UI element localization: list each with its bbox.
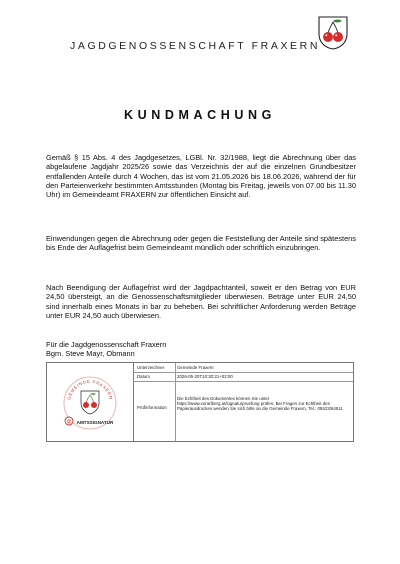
paragraph-notice: Gemäß § 15 Abs. 4 des Jagdgesetzes, LGBl. Nr. 32/1988, liegt die Abrechnung über das abgelaufene Jagdjahr 2025/26 sowie das Verzeichnis der auf die einzelnen Grundbesitzer entfallenden Anteile durch 4 Wochen, das ist vom 21.05.2026 bis 18.06.2026, während der für den Parteienverkehr bestimmten Amtsstunden (Montag bis Freitag, jeweils von 07.00 bis 11.30 Uhr) im Gemeindeamt FRAXERN zur öffentlichen Einsicht auf. xyxy=(46,153,356,200)
seal-badge-text: AMTSSIGNATUR xyxy=(76,420,114,425)
row-value: Gemeinde Fraxern xyxy=(177,365,214,370)
municipal-seal-icon xyxy=(59,369,121,435)
seal-ring-text: GEMEINDE FRAXERN xyxy=(66,378,114,401)
signature-line-organization: Für die Jagdgenossenschaft Fraxern xyxy=(46,340,167,349)
cherries-crest-icon xyxy=(318,16,348,50)
document-heading: KUNDMACHUNG xyxy=(124,108,276,122)
signature-table xyxy=(46,362,354,442)
row-label: Datum xyxy=(137,374,150,379)
signature-row-verification xyxy=(133,381,353,441)
seal-cell xyxy=(47,363,134,441)
organization-title: JAGDGENOSSENSCHAFT FRAXERN xyxy=(70,40,321,52)
signature-line-signer: Bgm. Steve Mayr, Obmann xyxy=(46,349,135,359)
row-value: 2026-05-20T10:30:21+02:00 xyxy=(177,374,233,379)
row-label: Unterzeichner xyxy=(137,365,165,370)
row-value: Die Echtheit des Dokumentes können Sie unter https://www.vorarlberg.at/signaturpruefung prüfen. Bei Fragen zur Echtheit des Papierausdruckes wenden Sie sich bitte an die Gemeinde Fraxern, Tel.: 05523/64511 xyxy=(177,396,343,412)
paragraph-payment: Nach Beendigung der Auflagefrist wird der Jagdpachtanteil, soweit er den Betrag von EUR 24,50 übersteigt, an die Genossenschaftsmitglieder überwiesen. Beträge unter EUR 24,50 sind innerhalb eines Monats in bar zu beheben. Bei schriftlicher Anforderung werden Beträge unter EUR 24,50 auch überwiesen. xyxy=(46,283,356,320)
paragraph-objections: Einwendungen gegen die Abrechnung oder gegen die Feststellung der Anteile sind spätestens bis Ende der Auflagefrist beim Gemeindeamt mündlich oder schriftlich einzubringen. xyxy=(46,234,356,253)
signature-block xyxy=(46,340,166,359)
signature-meta xyxy=(133,363,353,441)
row-label: Prüfinformation xyxy=(137,405,167,410)
svg-text:@: @ xyxy=(66,419,72,425)
